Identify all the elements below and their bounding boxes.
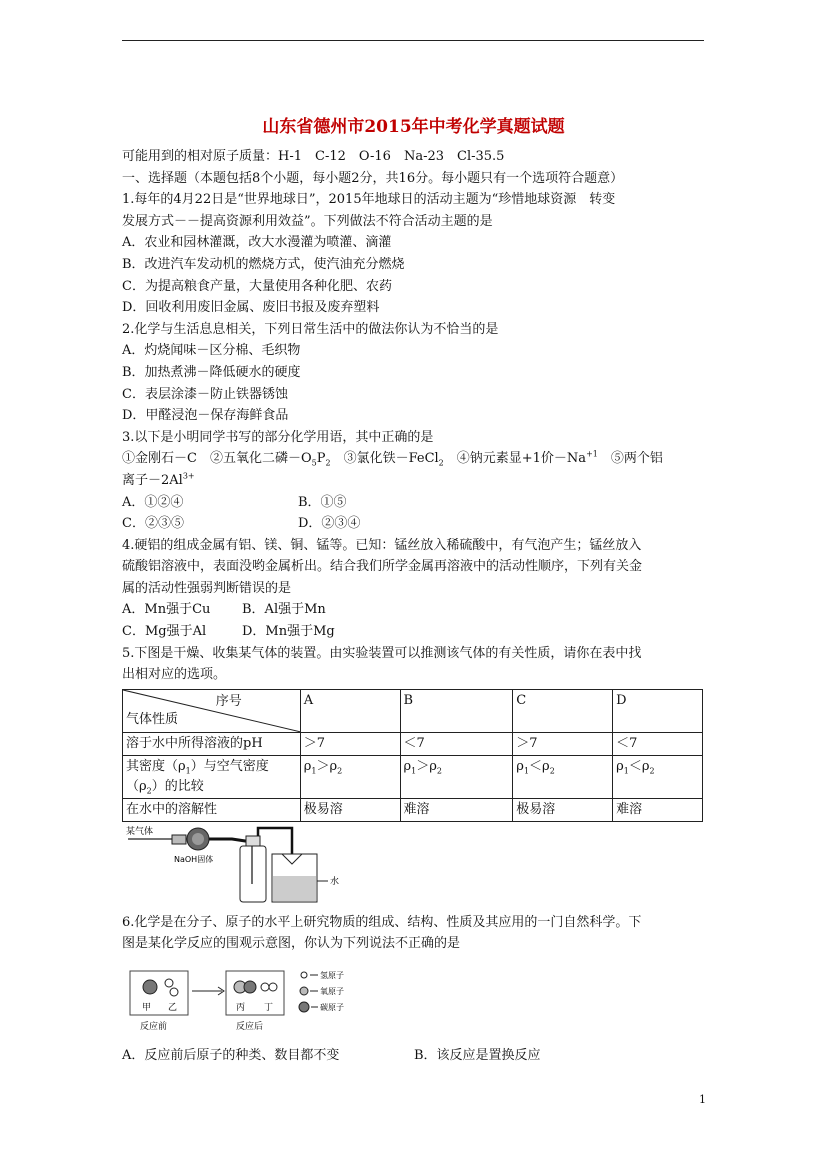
q3-items-line-2 bbox=[122, 470, 712, 492]
label-yi: 乙 bbox=[168, 1003, 178, 1014]
legend-hydrogen-icon bbox=[301, 972, 307, 978]
rho-sub: 1 bbox=[411, 766, 417, 776]
q4-stem-2: 硫酸铝溶液中，表面没哟金属析出。结合我们所学金属再溶液中的活动性顺序，下列有关金 bbox=[122, 559, 643, 575]
density-label-d: ）的比较 bbox=[151, 778, 204, 794]
density-label-sub-1: 1 bbox=[185, 766, 191, 776]
q4-option-b: B．Al强于Mn bbox=[242, 602, 326, 618]
cell-sol-c: 极易溶 bbox=[513, 798, 613, 821]
exam-content bbox=[122, 146, 712, 1067]
cell-ph-d: ＜7 bbox=[613, 732, 703, 755]
gas-properties-table bbox=[122, 689, 703, 822]
label-bing: 丙 bbox=[236, 1003, 246, 1014]
table-row bbox=[123, 798, 703, 821]
q4-option-a: A．Mn强于Cu bbox=[122, 602, 211, 618]
q6-stem-1: 6.化学是在分子、原子的水平上研究物质的组成、结构、性质及其应用的一门自然科学。下 bbox=[122, 914, 642, 930]
q3-item-2-sub-1: 5 bbox=[311, 458, 317, 468]
legend-oxygen: 氧原子 bbox=[320, 987, 344, 997]
cell-density-c bbox=[513, 755, 613, 798]
corner-bottom-label: 气体性质 bbox=[126, 711, 179, 727]
oxygen-atom-icon bbox=[165, 979, 173, 987]
q3-item-4-sup: +1 bbox=[586, 449, 598, 459]
q3-option-c: C．②③⑤ bbox=[122, 516, 184, 532]
rho: ρ bbox=[303, 758, 312, 774]
q4-option-c: C．Mg强于Al bbox=[122, 624, 207, 640]
q5-stem-1: 5.下图是干燥、收集某气体的装置。由实验装置可以推测该气体的有关性质，请你在表中找 bbox=[122, 645, 642, 661]
water-label: 水 bbox=[330, 876, 340, 887]
q1-option-a: A．农业和园林灌溉，改大水漫灌为喷灌、滴灌 bbox=[122, 235, 392, 251]
water-level bbox=[273, 876, 316, 901]
q3-options-ab bbox=[122, 492, 712, 514]
rho-op: ＞ρ bbox=[316, 758, 338, 774]
rho: ρ bbox=[616, 758, 624, 774]
q3-option-b: B．①⑤ bbox=[298, 494, 347, 510]
outlet-tube bbox=[258, 828, 292, 854]
q4-stem-3: 属的活动性强弱判断错误的是 bbox=[122, 580, 292, 596]
col-header-b: B bbox=[400, 689, 513, 732]
legend-carbon: 碳原子 bbox=[320, 1003, 344, 1013]
rho-op: ＞ρ bbox=[416, 758, 437, 774]
q4-option-d: D．Mn强于Mg bbox=[242, 624, 335, 640]
row-label-density bbox=[123, 755, 301, 798]
rho-op: ＜ρ bbox=[529, 758, 550, 774]
gas-label: 某气体 bbox=[126, 826, 154, 837]
q3-options-cd bbox=[122, 513, 712, 535]
carbon-atom-icon bbox=[244, 981, 256, 993]
rho-sub: 2 bbox=[436, 766, 443, 776]
q2-option-c: C．表层涂漆－防止铁器锈蚀 bbox=[122, 386, 288, 402]
q3-item-2: ②五氧化二磷－O bbox=[209, 451, 312, 467]
q2-stem: 2.化学与生活息息相关，下列日常生活中的做法你认为不恰当的是 bbox=[122, 321, 499, 337]
after-caption: 反应后 bbox=[236, 1022, 264, 1033]
rho-sub: 2 bbox=[649, 766, 655, 776]
cell-sol-b: 难溶 bbox=[400, 798, 513, 821]
rho-op: ＜ρ bbox=[628, 758, 650, 774]
q3-item-4: ④钠元素显+1价－Na bbox=[443, 451, 587, 467]
oxygen-atom-icon bbox=[170, 988, 178, 996]
drying-tube-core bbox=[192, 833, 204, 845]
q4-stem-1: 4.硬铝的组成金属有铝、镁、铜、锰等。已知：锰丝放入稀硫酸中，有气泡产生；锰丝放入 bbox=[122, 537, 642, 553]
cell-density-a bbox=[300, 755, 400, 798]
reaction-diagram bbox=[122, 965, 372, 1037]
q2-option-a: A．灼烧闻味－区分棉、毛织物 bbox=[122, 343, 301, 359]
drying-tube-neck bbox=[172, 835, 186, 844]
rho: ρ bbox=[403, 758, 412, 774]
q2-option-d: D．甲醛浸泡－保存海鲜食品 bbox=[122, 408, 289, 424]
corner-top-label: 序号 bbox=[215, 693, 242, 709]
q3-item-3: ③氯化铁－FeCl bbox=[330, 451, 439, 467]
q3-item-2-sub-2: 2 bbox=[325, 458, 331, 468]
rho-sub: 1 bbox=[311, 766, 317, 776]
density-label-sub-2: 2 bbox=[146, 786, 152, 796]
q3-option-d: D．②③④ bbox=[298, 516, 361, 532]
q3-item-5-sup: 3+ bbox=[182, 471, 195, 481]
table-row bbox=[123, 732, 703, 755]
cell-ph-c: ＞7 bbox=[513, 732, 613, 755]
q5-stem-2: 出相对应的选项。 bbox=[122, 667, 227, 683]
q6-option-b: B．该反应是置换反应 bbox=[414, 1048, 541, 1064]
q1-option-d: D．回收利用废旧金属、废旧书报及废弃塑料 bbox=[122, 300, 380, 316]
q1-stem-1: 1.每年的4月22日是“世界地球日”，2015年地球日的活动主题为“珍惜地球资源 转变 bbox=[122, 192, 616, 208]
table-header-row bbox=[123, 689, 703, 732]
q3-item-5: ⑤两个铝 bbox=[597, 451, 663, 467]
legend-hydrogen: 氢原子 bbox=[320, 971, 344, 981]
table-row bbox=[123, 755, 703, 798]
q6-options-ab bbox=[122, 1045, 712, 1067]
col-header-d: D bbox=[613, 689, 703, 732]
q3-item-1: ①金刚石－C bbox=[122, 451, 210, 467]
rho-sub: 1 bbox=[623, 766, 629, 776]
cell-sol-d: 难溶 bbox=[613, 798, 703, 821]
label-ding: 丁 bbox=[264, 1003, 274, 1014]
rho-sub: 2 bbox=[549, 766, 555, 776]
carbon-atom-icon bbox=[143, 980, 157, 994]
q3-item-2-b: P bbox=[316, 451, 326, 467]
row-label-ph: 溶于水中所得溶液的pH bbox=[123, 732, 301, 755]
drier-label: NaOH固体 bbox=[174, 854, 214, 864]
q2-option-b: B．加热煮沸－降低硬水的硬度 bbox=[122, 364, 301, 380]
q1-stem-2: 发展方式－－提高资源利用效益”。下列做法不符合活动主题的是 bbox=[122, 213, 493, 229]
page-title: 山东省德州市2015年中考化学真题试题 bbox=[262, 117, 565, 137]
intro-line: 可能用到的相对原子质量：H-1 C-12 O-16 Na-23 Cl-35.5 bbox=[122, 149, 505, 164]
funnel bbox=[282, 854, 302, 864]
col-header-a: A bbox=[300, 689, 400, 732]
gas-collection-apparatus bbox=[122, 824, 362, 904]
header-rule bbox=[122, 40, 704, 41]
cell-ph-a: ＞7 bbox=[300, 732, 400, 755]
q6-stem-2: 图是某化学反应的围观示意图，你认为下列说法不正确的是 bbox=[122, 936, 461, 952]
section-heading: 一、选择题（本题包括8个小题，每小题2分，共16分。每小题只有一个选项符合题意） bbox=[122, 170, 624, 186]
col-header-c: C bbox=[513, 689, 613, 732]
collection-bottle bbox=[240, 846, 266, 902]
q3-item-3-sub: 2 bbox=[438, 458, 444, 468]
page-number: 1 bbox=[699, 1093, 706, 1106]
density-label-b: ）与空气密度 bbox=[190, 758, 269, 774]
oxygen-atom-icon bbox=[269, 983, 277, 991]
bottle-stopper bbox=[246, 836, 260, 846]
legend-oxygen-icon bbox=[300, 987, 308, 995]
q1-option-c: C．为提高粮食产量，大量使用各种化肥、农药 bbox=[122, 278, 392, 294]
table-corner-cell bbox=[123, 689, 301, 732]
cell-density-b bbox=[400, 755, 513, 798]
rho-sub: 2 bbox=[337, 766, 343, 776]
oxygen-atom-icon bbox=[261, 983, 269, 991]
row-label-solubility: 在水中的溶解性 bbox=[123, 798, 301, 821]
q3-items-line bbox=[122, 448, 712, 470]
rho: ρ bbox=[516, 758, 524, 774]
before-box bbox=[130, 971, 188, 1015]
after-box bbox=[226, 971, 284, 1015]
rho-sub: 1 bbox=[523, 766, 530, 776]
density-label-c: （ρ bbox=[126, 778, 147, 794]
q3-stem: 3.以下是小明同学书写的部分化学用语，其中正确的是 bbox=[122, 429, 434, 445]
q1-option-b: B．改进汽车发动机的燃烧方式，使汽油充分燃烧 bbox=[122, 256, 405, 272]
q3-option-a: A．①②④ bbox=[122, 494, 184, 510]
legend-carbon-icon bbox=[299, 1002, 309, 1012]
before-caption: 反应前 bbox=[140, 1022, 168, 1033]
q4-options-cd bbox=[122, 621, 712, 643]
q3-item-5-b: 离子－2Al bbox=[122, 472, 183, 488]
label-jia: 甲 bbox=[142, 1003, 152, 1014]
cell-density-d bbox=[613, 755, 703, 798]
cell-ph-b: ＜7 bbox=[400, 732, 513, 755]
q6-option-a: A．反应前后原子的种类、数目都不变 bbox=[122, 1048, 340, 1064]
q4-options-ab bbox=[122, 599, 712, 621]
density-label-a: 其密度（ρ bbox=[126, 758, 186, 774]
cell-sol-a: 极易溶 bbox=[300, 798, 400, 821]
